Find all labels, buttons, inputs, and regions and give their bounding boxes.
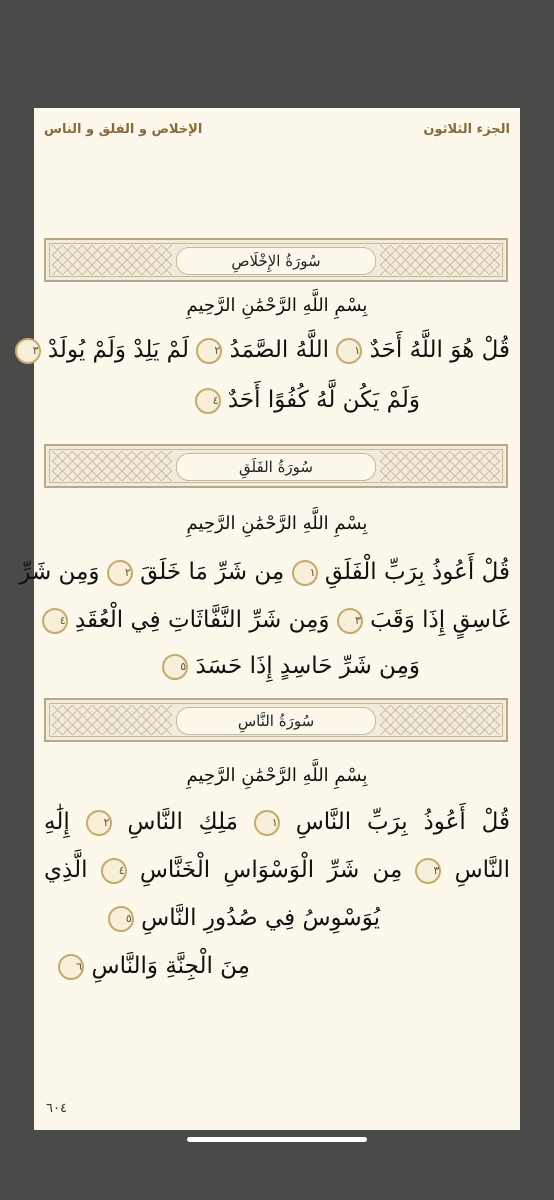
ornament-left-icon (52, 451, 172, 481)
surah-names-header: الإخلاص و الفلق و الناس (44, 121, 203, 137)
surah-title: سُورَةُ الفَلَقِ (176, 453, 376, 481)
verse-text: وَمِن شَرِّ النَّفَّاثَاتِ فِي الْعُقَدِ (74, 607, 330, 633)
surah-title: سُورَةُ النَّاسِ (176, 707, 376, 735)
verse-line (44, 802, 510, 842)
quran-page (19, 108, 520, 1130)
verse-text: لَمْ يَلِدْ وَلَمْ يُولَدْ (47, 337, 189, 363)
verse-line (19, 552, 510, 592)
verse-text: قُلْ هُوَ اللَّهُ أَحَدٌ (369, 337, 510, 363)
ornament-right-icon (380, 705, 500, 735)
ayah-marker-icon: ٣ (415, 858, 441, 884)
verse-text: مَلِكِ النَّاسِ (127, 809, 238, 835)
ayah-marker-icon: ٢ (107, 560, 133, 586)
ayah-marker-icon: ٥ (162, 654, 188, 680)
basmala: بِسْمِ اللَّهِ الرَّحْمَٰنِ الرَّحِيمِ (186, 295, 368, 316)
ornament-left-icon (52, 705, 172, 735)
verse-text: النَّاسِ (454, 857, 511, 883)
ayah-marker-icon: ٤ (101, 858, 127, 884)
page-number: ٦٠٤ (46, 1101, 67, 1116)
basmala: بِسْمِ اللَّهِ الرَّحْمَٰنِ الرَّحِيمِ (186, 765, 368, 786)
verse-text: غَاسِقٍ إِذَا وَقَبَ (370, 607, 510, 633)
verse-text: مِن شَرِّ الْوَسْوَاسِ الْخَنَّاسِ (139, 857, 403, 883)
page-header (44, 114, 510, 144)
juz-name-header: الجزء الثلاثون (423, 121, 510, 137)
verse-text: يُوَسْوِسُ فِي صُدُورِ النَّاسِ (141, 905, 380, 931)
ayah-marker-icon: ٤ (195, 388, 221, 414)
verse-text: وَمِن شَرِّ (19, 559, 100, 585)
ayah-marker-icon: ٦ (58, 954, 84, 980)
ornament-left-icon (52, 245, 172, 275)
verse-text: قُلْ أَعُوذُ بِرَبِّ النَّاسِ (295, 809, 511, 835)
verse-line (44, 646, 420, 686)
verse-line (44, 380, 420, 420)
ayah-marker-icon: ٢ (86, 810, 112, 836)
verse-text: قُلْ أَعُوذُ بِرَبِّ الْفَلَقِ (324, 559, 510, 585)
surah-title-frame-nas (44, 698, 508, 742)
surah-title-frame-ikhlas (44, 238, 508, 282)
home-indicator[interactable] (187, 1137, 367, 1142)
verse-text: إِلَٰهِ (44, 809, 70, 835)
verse-text: وَمِن شَرِّ حَاسِدٍ إِذَا حَسَدَ (195, 653, 420, 679)
ayah-marker-icon: ٢ (196, 338, 222, 364)
ayah-marker-icon: ٤ (42, 608, 68, 634)
ayah-marker-icon: ٥ (108, 906, 134, 932)
verse-text: مِنَ الْجِنَّةِ وَالنَّاسِ (91, 953, 250, 979)
verse-line (44, 850, 510, 890)
surah-title-frame-falaq (44, 444, 508, 488)
verse-text: اللَّهُ الصَّمَدُ (229, 337, 329, 363)
verse-line (44, 898, 380, 938)
ayah-marker-icon: ١ (292, 560, 318, 586)
ayah-marker-icon: ١ (254, 810, 280, 836)
verse-text: مِن شَرِّ مَا خَلَقَ (140, 559, 285, 585)
ayah-marker-icon: ٣ (15, 338, 41, 364)
ornament-right-icon (380, 451, 500, 481)
basmala: بِسْمِ اللَّهِ الرَّحْمَٰنِ الرَّحِيمِ (186, 513, 368, 534)
surah-title: سُورَةُ الإِخْلَاصِ (176, 247, 376, 275)
verse-line (32, 330, 510, 370)
ayah-marker-icon: ١ (336, 338, 362, 364)
ornament-right-icon (380, 245, 500, 275)
ayah-marker-icon: ٣ (337, 608, 363, 634)
verse-line (44, 600, 510, 640)
verse-text: الَّذِي (44, 857, 88, 883)
verse-text: وَلَمْ يَكُن لَّهُ كُفُوًا أَحَدٌ (227, 387, 420, 413)
verse-line (44, 946, 250, 986)
